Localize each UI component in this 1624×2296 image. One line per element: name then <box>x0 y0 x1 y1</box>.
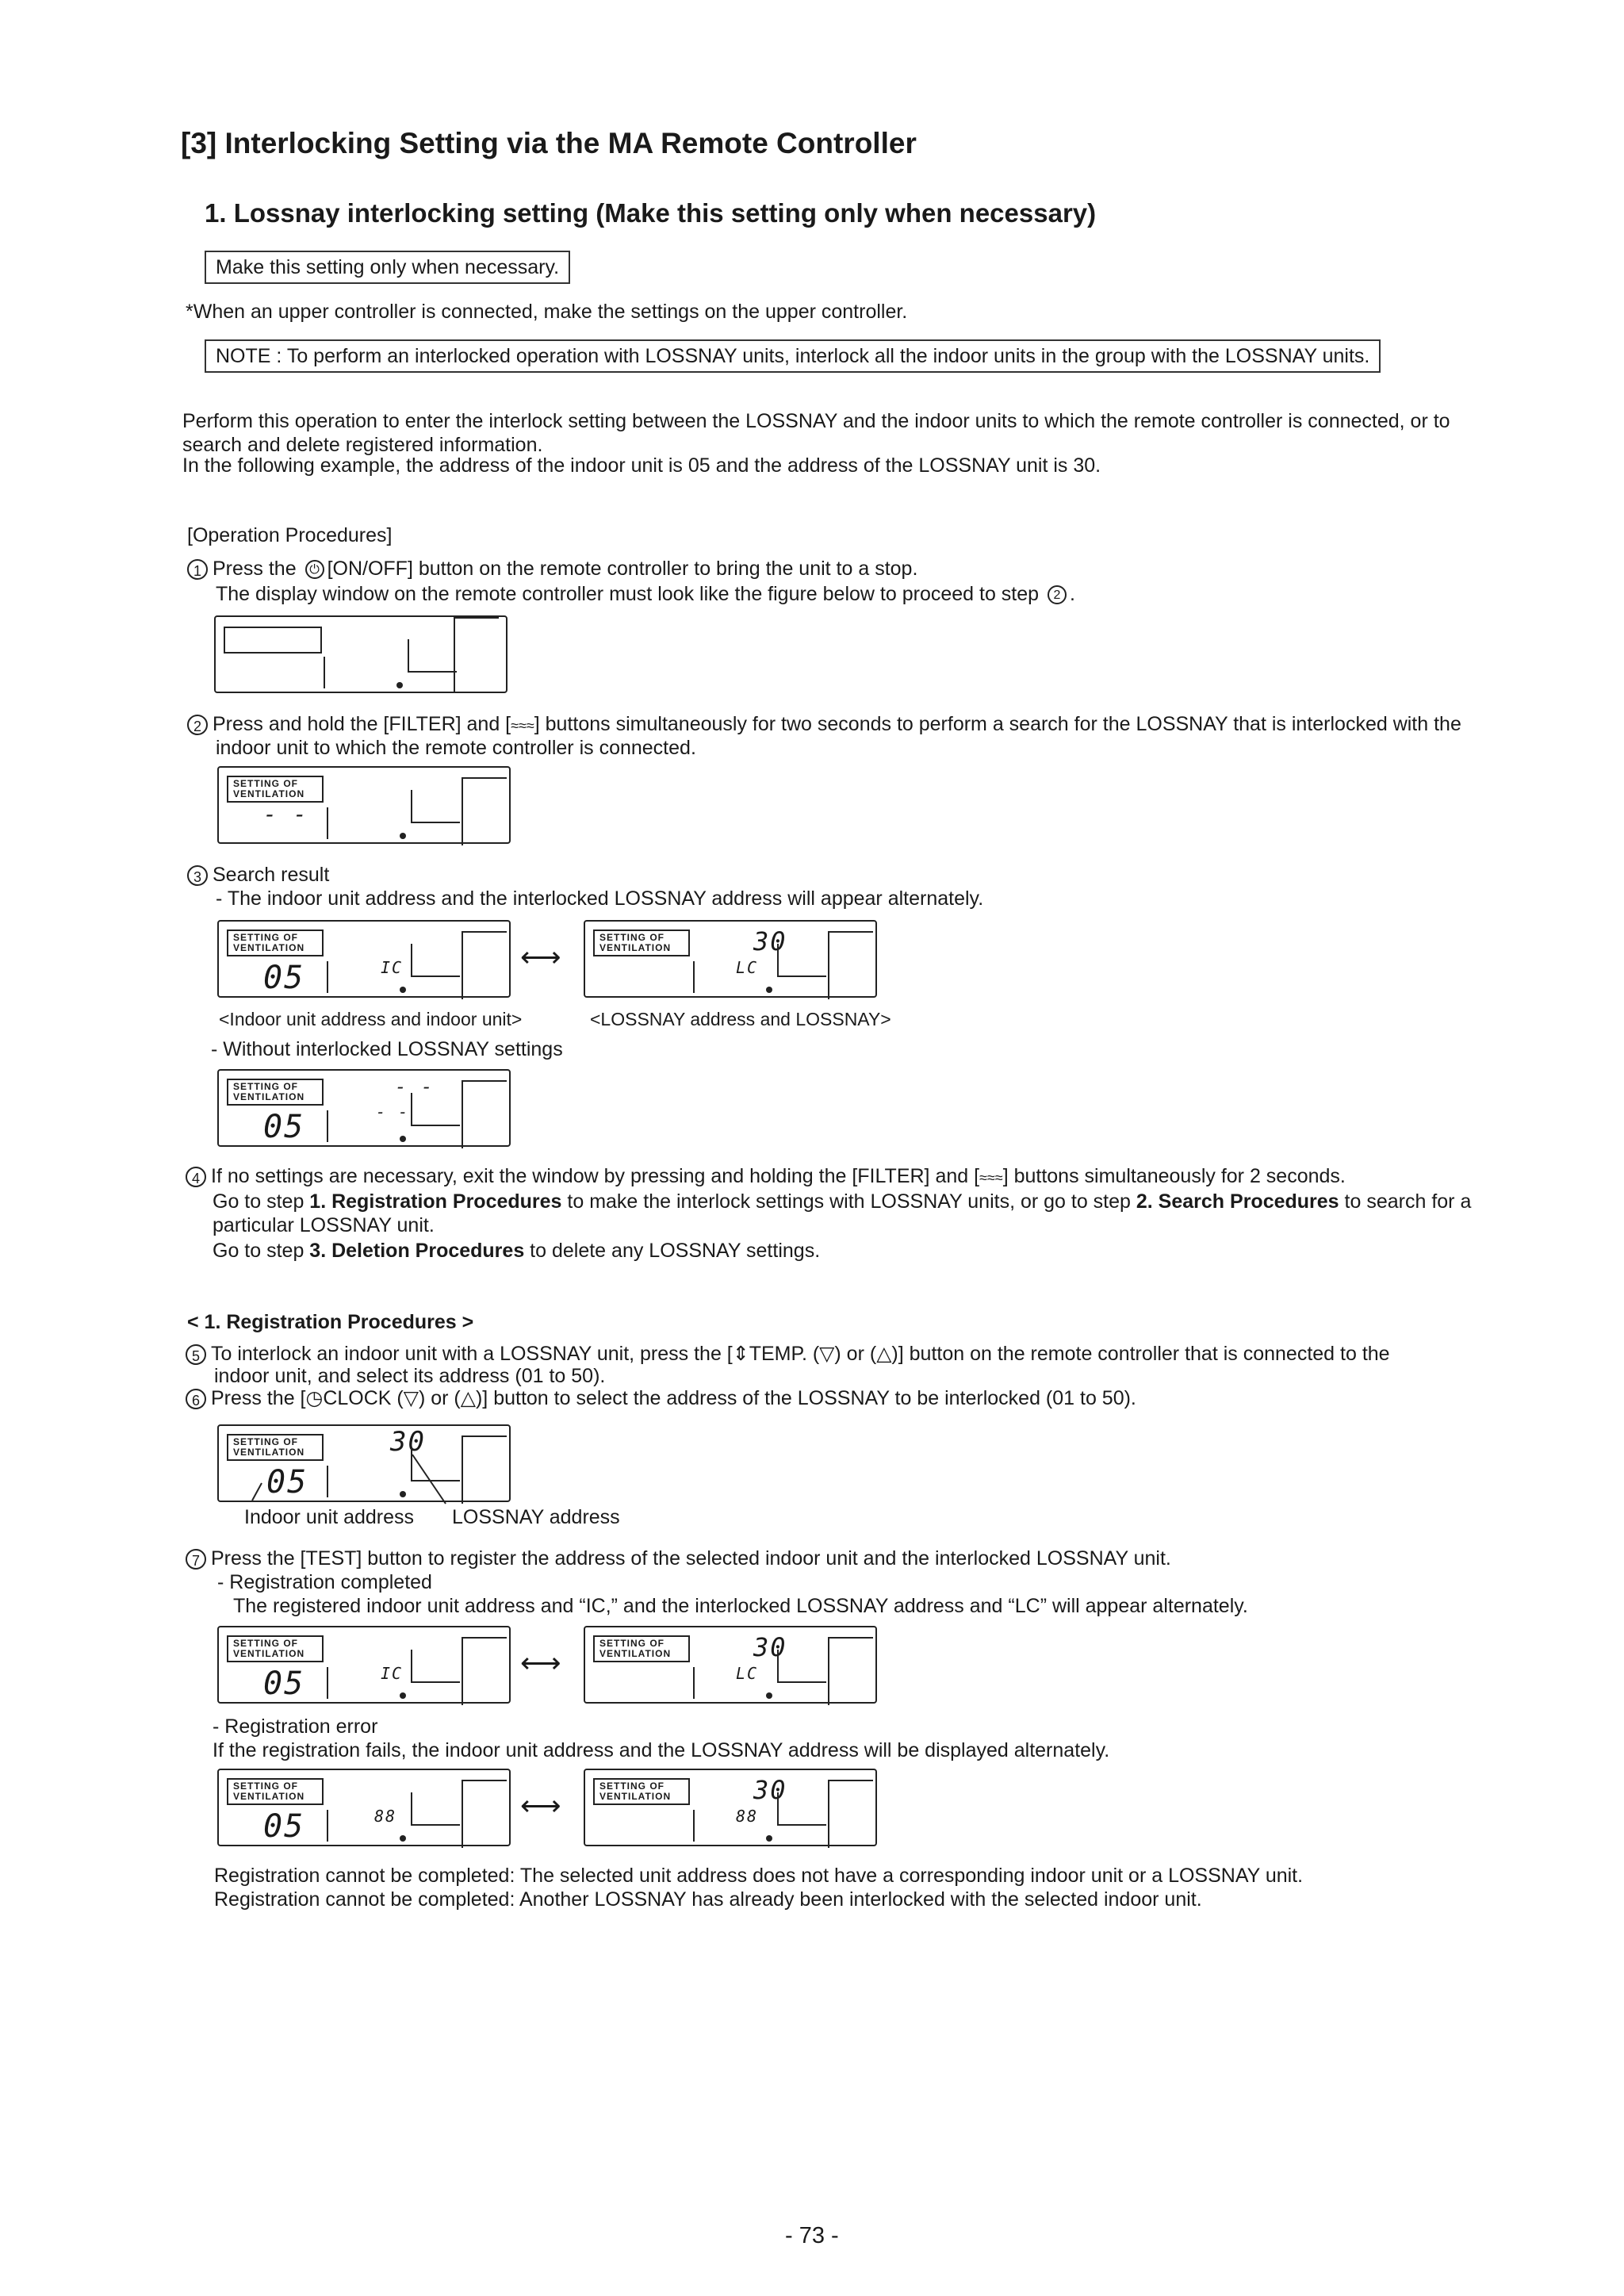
temp-icon: ⇕ <box>732 1343 749 1365</box>
lcd-display-search: SETTING OF VENTILATION - - <box>217 766 511 844</box>
lcd-error-indoor: SETTING OF VENTILATION 05 88 <box>217 1769 511 1846</box>
upper-controller-note: *When an upper controller is connected, make the settings on the upper controller. <box>186 301 908 323</box>
intro-line-2: search and delete registered information. <box>182 434 543 456</box>
note-box-necessary: Make this setting only when necessary. <box>205 251 570 284</box>
lcd-complete-ic: SETTING OF VENTILATION 05 IC <box>217 1626 511 1704</box>
caption-indoor: <Indoor unit address and indoor unit> <box>219 1009 523 1029</box>
alternate-arrow-icon: ⟷ <box>520 1646 561 1679</box>
reg-complete-desc: The registered indoor unit address and “IC,” and the interlocked LOSSNAY address and “LC” will appear alternately. <box>233 1595 1248 1617</box>
note-box-lossnay: NOTE : To perform an interlocked operation with LOSSNAY units, interlock all the indoor units in the group with the LOSSNAY units. <box>205 339 1381 373</box>
lcd-empty-box <box>224 627 322 654</box>
registration-header: < 1. Registration Procedures > <box>187 1311 474 1333</box>
alternate-arrow-icon: ⟷ <box>520 941 561 973</box>
step4-line1: 4 If no settings are necessary, exit the window by pressing and holding the [FILTER] and [≈≈≈] buttons simultaneously for 2 seconds. <box>186 1164 1346 1190</box>
step1-line1: 1 Press the ⏻ [ON/OFF] button on the remote controller to bring the unit to a stop. <box>187 557 917 581</box>
lcd-without-settings: SETTING OF VENTILATION 05 - - - - <box>217 1069 511 1147</box>
step4-line4: Go to step 3. Deletion Procedures to delete any LOSSNAY settings. <box>213 1240 821 1262</box>
page-number: - 73 - <box>785 2223 839 2248</box>
intro-line-1: Perform this operation to enter the interlock setting between the LOSSNAY and the indoor units to which the remote controller is connected, or to <box>182 410 1450 432</box>
up-icon: △ <box>460 1387 476 1409</box>
step4-line2: Go to step 1. Registration Procedures to make the interlock settings with LOSSNAY units, or go to step 2. Search Procedures to search for a <box>213 1190 1472 1213</box>
lcd-error-lossnay: SETTING OF VENTILATION 30 88 <box>584 1769 877 1846</box>
label-indoor-address: Indoor unit address <box>244 1506 415 1528</box>
reg-error-desc: If the registration fails, the indoor unit address and the LOSSNAY address will be displayed alternately. <box>213 1739 1110 1761</box>
caption-lossnay: <LOSSNAY address and LOSSNAY> <box>590 1009 891 1029</box>
alternate-arrow-icon: ⟷ <box>520 1789 561 1822</box>
lcd-complete-lc: SETTING OF VENTILATION 30 LC <box>584 1626 877 1704</box>
fail-reason-1: Registration cannot be completed: The selected unit address does not have a corresponding indoor unit or a LOSSNAY unit. <box>214 1865 1304 1887</box>
step3-desc: - The indoor unit address and the interlocked LOSSNAY address will appear alternately. <box>216 887 984 910</box>
operation-header: [Operation Procedures] <box>187 524 393 546</box>
reg-complete: - Registration completed <box>217 1571 432 1593</box>
down-icon: ▽ <box>819 1343 835 1365</box>
without-settings: - Without interlocked LOSSNAY settings <box>211 1038 563 1060</box>
clock-icon: ◷ <box>305 1387 324 1409</box>
step7-line1: 7 Press the [TEST] button to register the address of the selected indoor unit and the interlocked LOSSNAY unit. <box>186 1547 1171 1571</box>
intro-line-3: In the following example, the address of the indoor unit is 05 and the address of the LOSSNAY unit is 30. <box>182 454 1101 477</box>
lcd-indoor-ic: SETTING OF VENTILATION 05 IC <box>217 920 511 998</box>
page-title: [3] Interlocking Setting via the MA Remote Controller <box>181 127 917 159</box>
step-number: 1 <box>187 559 208 580</box>
fail-reason-2: Registration cannot be completed: Another LOSSNAY has already been interlocked with the selected indoor unit. <box>214 1888 1202 1911</box>
step5-line2: indoor unit, and select its address (01 to 50). <box>214 1365 606 1387</box>
vent-icon: ≈≈≈ <box>979 1170 1003 1186</box>
section-heading: 1. Lossnay interlocking setting (Make this setting only when necessary) <box>205 198 1097 228</box>
lcd-display-idle <box>214 615 508 693</box>
step2-line2: indoor unit to which the remote controller is connected. <box>216 737 696 759</box>
lcd-dot <box>396 682 403 688</box>
step6-line1: 6 Press the [◷CLOCK (▽) or (△)] button to select the address of the LOSSNAY to be interlocked (01 to 50). <box>186 1386 1136 1411</box>
step3-title: 3 Search result <box>187 863 329 887</box>
label-lossnay-address: LOSSNAY address <box>452 1506 620 1528</box>
down-icon: ▽ <box>403 1387 419 1409</box>
reg-error: - Registration error <box>213 1715 378 1738</box>
power-icon: ⏻ <box>305 560 324 579</box>
step1-line2: The display window on the remote controller must look like the figure below to proceed to step 2 . <box>216 583 1075 605</box>
up-icon: △ <box>876 1343 892 1365</box>
step2-line1: 2 Press and hold the [FILTER] and [≈≈≈] buttons simultaneously for two seconds to perform a search for the LOSSNAY that is interlocked with the <box>187 712 1461 738</box>
step4-line3: particular LOSSNAY unit. <box>213 1214 435 1236</box>
lcd-lossnay-lc: SETTING OF VENTILATION 30 LC <box>584 920 877 998</box>
step5-line1: 5 To interlock an indoor unit with a LOSSNAY unit, press the [⇕TEMP. (▽) or (△)] button on the remote controller that is connected to the <box>186 1342 1390 1366</box>
vent-icon: ≈≈≈ <box>511 718 534 734</box>
lcd-select-address: SETTING OF VENTILATION 05 30 <box>217 1424 511 1502</box>
